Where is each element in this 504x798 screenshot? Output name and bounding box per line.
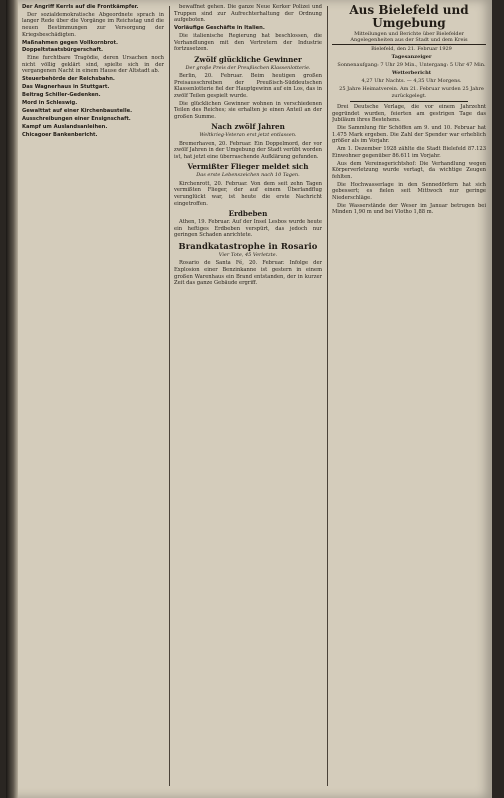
article-heading: Mord in Schleswig. [22,100,78,107]
column-left [22,4,164,788]
article-subheadline: Das erste Lebenszeichen nach 10 Tagen. [196,172,300,179]
article-paragraph: Athen, 19. Februar. Auf der Insel Lesbos wurde heute ein heftiges Erdbeben verspürt, das jedoch nur geringen Schaden anrichtete. [174,218,322,239]
section-masthead-subtitle: Mitteilungen und Berichte über Bielefelder Angelegenheiten aus der Stadt und dem Kreis [350,31,468,44]
section-masthead-title: Aus Bielefeld und Umgebung [349,4,469,31]
article-heading: Beitrag Schiller-Gedenken. [22,92,101,99]
article-heading: Ausschreibungen einer Ensignschaft. [22,116,131,123]
article-headline: Erdbeben [228,209,268,219]
masthead-divider [350,101,468,102]
article-headline: Vermißter Flieger meldet sich [187,162,309,172]
article-paragraph: Berlin, 20. Februar. Beim heutigen großen Preisausschreiben der Preußisch-Süddeutschen Klassenlotterie fiel der Hauptgewinn auf ein Los, das in zwölf Teilen gespielt wurde. [174,73,322,99]
masthead-rule [332,44,486,45]
page-binding-shadow [6,0,18,798]
article-heading: Gewalttat auf einer Kirchenbaustelle. [22,108,133,115]
weather-title: Wetterbericht [391,70,432,77]
article-paragraph: Die italienische Regierung hat beschlossen, die Verhandlungen mit den Vertretern der Industrie fortzusetzen. [174,32,322,53]
article-paragraph: Am 1. Dezember 1928 zählte die Stadt Bielefeld 87.123 Einwohner gegenüber 86.611 im Vorjahr. [332,146,486,159]
article-heading: Steuerbehörde der Reichsbahn. [22,76,115,83]
notice-line: 25 Jahre Heimatverein. Am 21. Februar wurden 25 Jahre zurückgelegt. [339,86,484,99]
column-middle [174,4,322,788]
column-right-body [332,104,486,216]
article-paragraph: Die Hochwasserlage in den Sennedörfern hat sich gebessert; es fielen seit Mittwoch nur geringe Niederschläge. [332,181,486,201]
article-heading: Vorläufige Geschäfte in Italien. [174,25,265,32]
article-paragraph: Kirchenrott, 20. Februar. Von dem seit zehn Tagen vermißten Flieger, der auf einem Überlandflug verunglückt war, ist heute die erste Nachricht eingetroffen. [174,180,322,207]
column-rule [169,6,170,786]
article-heading: Chicagoer Bankenbericht. [22,131,98,138]
column-right [332,4,486,788]
article-heading: Maßnahmen gegen Vollkornbrot. [22,39,118,46]
almanac-title: Tagesanzeiger [391,54,432,61]
article-subheadline: Vier Tote, 45 Verletzte. [218,251,278,258]
dateline: Bielefeld, den 21. Februar 1929 [371,46,452,53]
article-subheadline: Der große Preis der Preußischen Klassenlotterie. [185,64,311,71]
article-heading: Kampf um Auslandsanleihen. [22,124,108,131]
article-subheadline: Weltkrieg-Veteran erst jetzt entlassen. [199,132,297,139]
article-paragraph: Aus dem Vereinsgerichtshof: Die Verhandlung wegen Körperverletzung wurde vertagt, da wichtige Zeugen fehlten. [332,160,486,180]
article-paragraph: Drei Deutsche Verlage, die vor einem Jahrzehnt gegründet wurden, feierten am gestrigen Tage das Jubiläum ihres Bestehens. [332,104,486,124]
article-headline: Zwölf glückliche Gewinner [194,54,302,64]
column-rule [327,6,328,786]
article-paragraph: Bremerhaven, 20. Februar. Ein Doppelmord, der vor zwölf Jahren in der Umgebung der Stadt verübt worden ist, hat jetzt eine überraschende Aufklärung gefunden. [174,140,322,160]
article-heading: Das Wagnerhaus in Stuttgart. [22,84,110,91]
almanac-line: Sonnenaufgang: 7 Uhr 29 Min., Untergang: 5 Uhr 47 Min. [337,62,486,69]
weather-line: 4,27 Uhr Nachts. — 4,35 Uhr Morgens. [361,78,462,85]
newspaper-page [6,0,492,798]
article-paragraph: Die glücklichen Gewinner wohnen in verschiedenen Teilen des Reiches; sie erhalten je einen Anteil an der großen Summe. [174,100,322,120]
article-headline: Nach zwölf Jahren [211,122,285,132]
article-paragraph: Rosario de Santa Fé, 20. Februar. Infolge der Explosion einer Benzinkanne ist gestern in einem großen Warenhaus ein Brand entstanden, der in kurzer Zeit das ganze Gebäude ergriff. [174,260,322,287]
article-headline: Brandkatastrophe in Rosario [178,240,318,251]
article-heading: Der Angriff Kerrls auf die Frontkämpfer. [22,4,139,10]
article-paragraph: Der sozialdemokratische Abgeordnete sprach in langer Rede über die Vorgänge im Reichstag und die neuen Bestimmungen zur Versorgung der Kriegsbeschädigten. [22,11,164,38]
article-paragraph: bewaffnet gehen. Die ganze Neue Kerker Polizei und Truppen sind zur Aufrechterhaltung der Ordnung aufgeboten. [174,4,322,24]
article-heading: Doppeltstaatsbürgerschaft. [22,47,104,54]
article-paragraph: Die Wasserstände der Weser im Januar betrugen bei Minden 1,90 m und bei Vlotho 1,88 m. [332,202,486,216]
article-paragraph: Die Sammlung für Schöffen am 9. und 10. Februar hat 1.475 Mark ergeben. Die Zahl der Spender war erheblich größer als im Vorjahr. [332,125,486,145]
article-paragraph: Eine furchtbare Tragödie, deren Ursachen noch nicht völlig geklärt sind, spielte sich in der vergangenen Nacht in einem Hause der Altstadt ab. [22,55,164,75]
